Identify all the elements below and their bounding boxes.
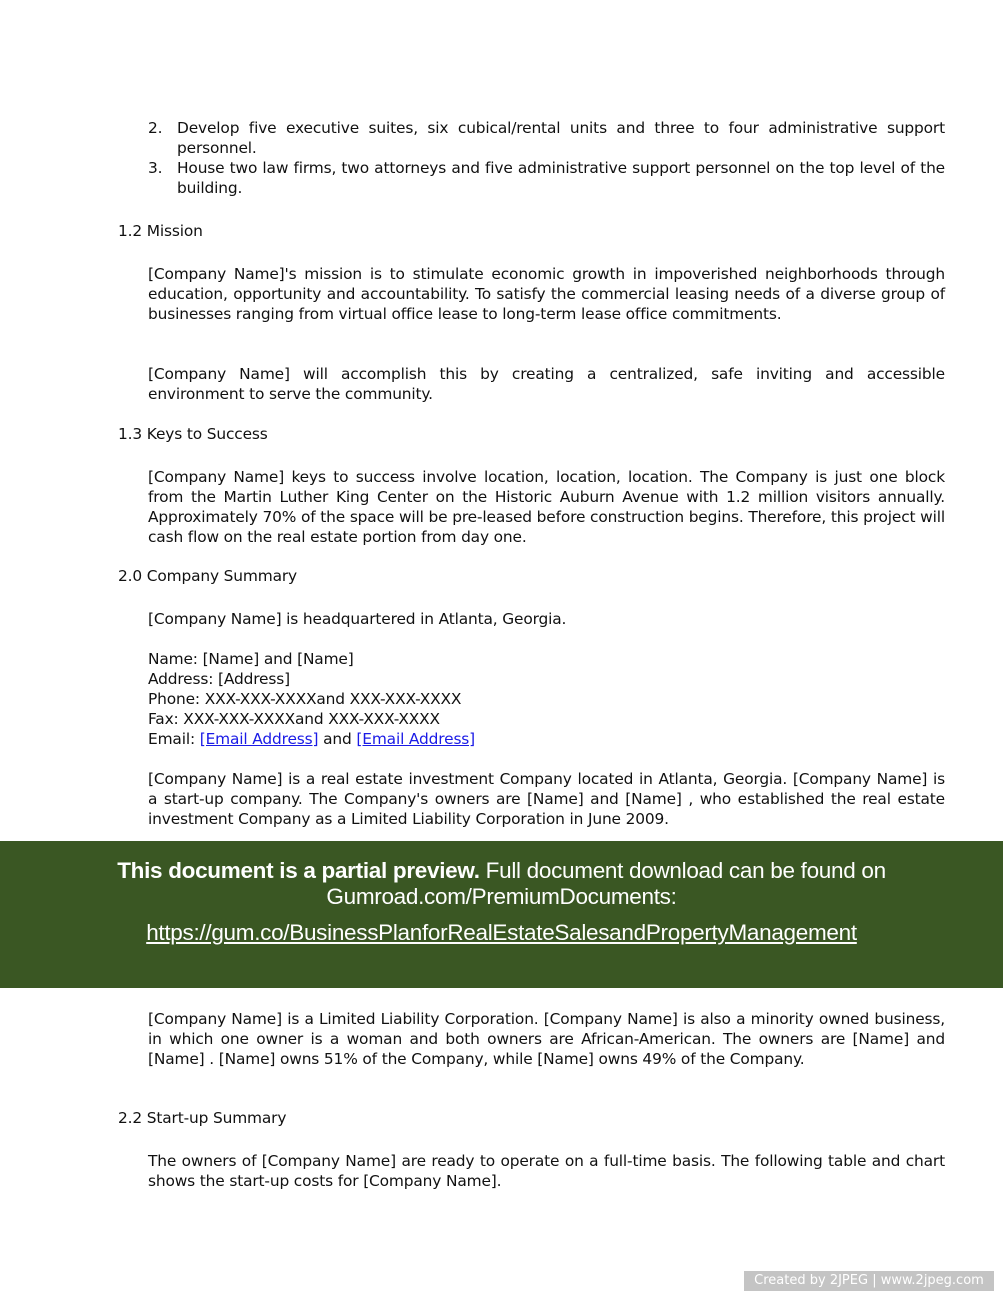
company-hq-paragraph: [Company Name] is headquartered in Atlanta, Georgia. [148, 610, 567, 628]
numbered-list [148, 118, 945, 198]
banner-download-link[interactable]: https://gum.co/BusinessPlanforRealEstateSalesandPropertyManagement [146, 920, 857, 945]
section-heading-keys-to-success: 1.3 Keys to Success [118, 425, 268, 443]
email-label: Email: [148, 730, 200, 748]
contact-address: Address: [Address] [148, 670, 290, 688]
contact-phone: Phone: XXX-XXX-XXXXand XXX-XXX-XXXX [148, 690, 462, 708]
contact-name: Name: [Name] and [Name] [148, 650, 354, 668]
list-number: 3. [148, 159, 163, 177]
email-link-1[interactable]: [Email Address] [199, 730, 319, 748]
banner-normal-text: Full document download can be found on Gumroad.com/PremiumDocuments: [326, 858, 886, 909]
banner-message [0, 858, 1003, 910]
mission-paragraph-1: [Company Name]'s mission is to stimulate economic growth in impoverished neighborhoods through education, opportunity and accountability. To satisfy the commercial leasing needs of a diverse group of businesses ranging from virtual office lease to long-term lease office commitments. [148, 265, 945, 323]
list-item [148, 118, 945, 158]
email-joiner: and [318, 730, 357, 748]
list-number: 2. [148, 119, 163, 137]
section-heading-startup-summary: 2.2 Start-up Summary [118, 1109, 287, 1127]
section-heading-mission: 1.2 Mission [118, 222, 203, 240]
email-link-2[interactable]: [Email Address] [356, 730, 476, 748]
banner-link-line [0, 920, 1003, 946]
startup-paragraph: The owners of [Company Name] are ready to operate on a full-time basis. The following table and chart shows the start-up costs for [Company Name]. [148, 1152, 945, 1190]
banner-bold-text: This document is a partial preview. [117, 858, 480, 883]
list-item-text: Develop five executive suites, six cubical/rental units and three to four administrative support personnel. [177, 119, 945, 157]
ownership-paragraph: [Company Name] is a Limited Liability Corporation. [Company Name] is also a minority owned business, in which one owner is a woman and both owners are African-American. The owners are [Name] and [Name] . [Name] owns 51% of the Company, while [Name] owns 49% of the Company. [148, 1010, 945, 1068]
contact-fax: Fax: XXX-XXX-XXXXand XXX-XXX-XXXX [148, 710, 440, 728]
keys-paragraph: [Company Name] keys to success involve location, location, location. The Company is just one block from the Martin Luther King Center on the Historic Auburn Avenue with 1.2 million visitors annually. Approximately 70% of the space will be pre-leased before construction begins. Therefore, this project will cash flow on the real estate portion from day one. [148, 468, 945, 546]
contact-block [148, 649, 945, 749]
section-heading-company-summary: 2.0 Company Summary [118, 567, 298, 585]
contact-email [148, 729, 945, 749]
list-item-text: House two law firms, two attorneys and five administrative support personnel on the top level of the building. [177, 159, 945, 197]
list-item [148, 158, 945, 198]
watermark-label: Created by 2JPEG | www.2jpeg.com [744, 1271, 994, 1291]
mission-paragraph-2: [Company Name] will accomplish this by creating a centralized, safe inviting and accessible environment to serve the community. [148, 365, 945, 403]
partial-preview-banner [0, 841, 1003, 988]
company-description-paragraph: [Company Name] is a real estate investment Company located in Atlanta, Georgia. [Company Name] is a start-up company. The Company's owners are [Name] and [Name] , who established the real estate investment Company as a Limited Liability Corporation in June 2009. [148, 770, 945, 828]
